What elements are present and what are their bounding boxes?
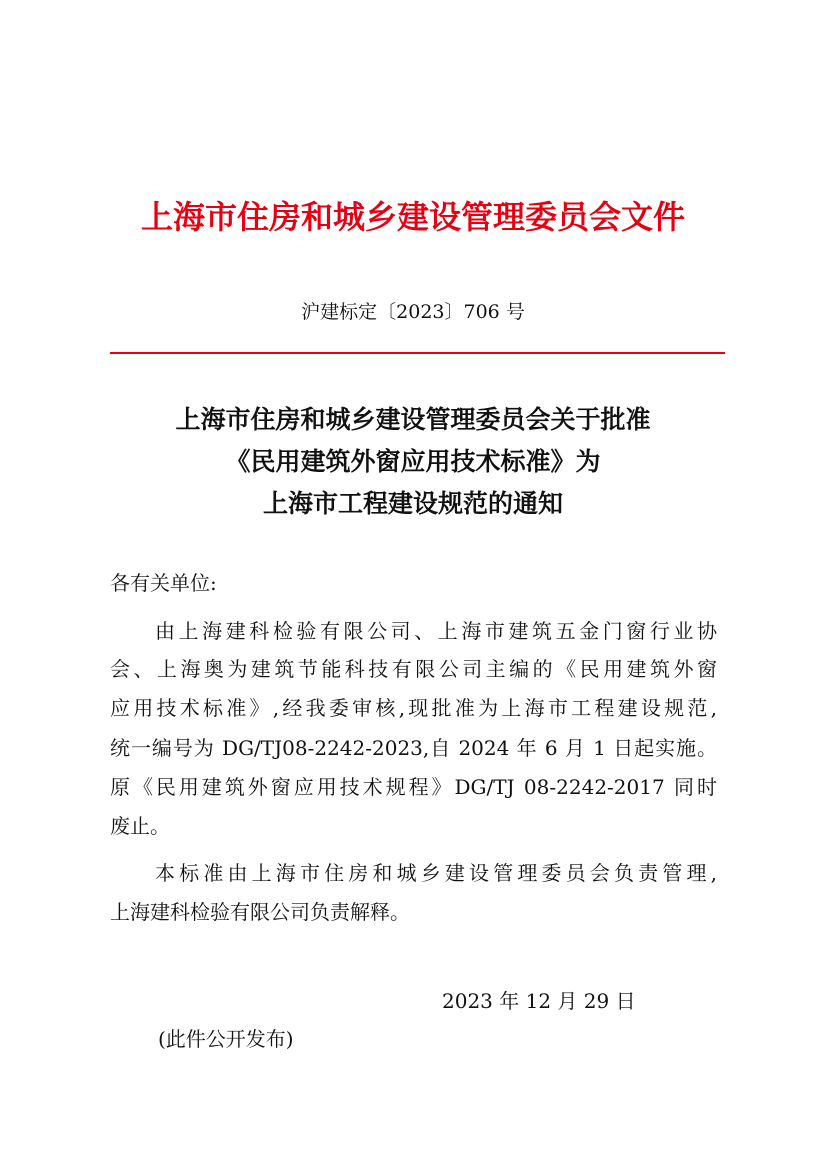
paragraph-1-line-1: 由上海建科检验有限公司、上海市建筑五金门窗行业协 [155,619,717,643]
red-separator-line [110,352,725,354]
paragraph-1-line-4: 统一编号为 DG/TJ08-2242-2023,自 2024 年 6 月 1 日起实施。 [110,736,717,760]
salutation: 各有关单位: [110,571,217,595]
paragraph-2-line-2: 上海建科检验有限公司负责解释。 [110,900,410,924]
paragraph-1-line-3: 应用技术标准》,经我委审核,现批准为上海市工程建设规范, [110,696,717,720]
paragraph-1-line-6: 废止。 [110,814,170,838]
disclosure-note: (此件公开发布) [158,1027,294,1051]
issue-date: 2023 年 12 月 29 日 [442,989,636,1013]
paragraph-1-line-2: 会、上海奥为建筑节能科技有限公司主编的《民用建筑外窗 [110,657,717,681]
notice-title-line-3: 上海市工程建设规范的通知 [262,489,563,518]
document-number: 沪建标定〔2023〕706 号 [301,301,525,323]
issuer-masthead: 上海市住房和城乡建设管理委员会文件 [140,198,685,236]
paragraph-2-line-1: 本标准由上海市住房和城乡建设管理委员会负责管理, [155,861,717,885]
notice-title-line-1: 上海市住房和城乡建设管理委员会关于批准 [175,405,651,434]
paragraph-1-line-5: 原《民用建筑外窗应用技术规程》DG/TJ 08-2242-2017 同时 [110,775,717,799]
notice-title-line-2: 《民用建筑外窗应用技术标准》为 [225,447,601,476]
